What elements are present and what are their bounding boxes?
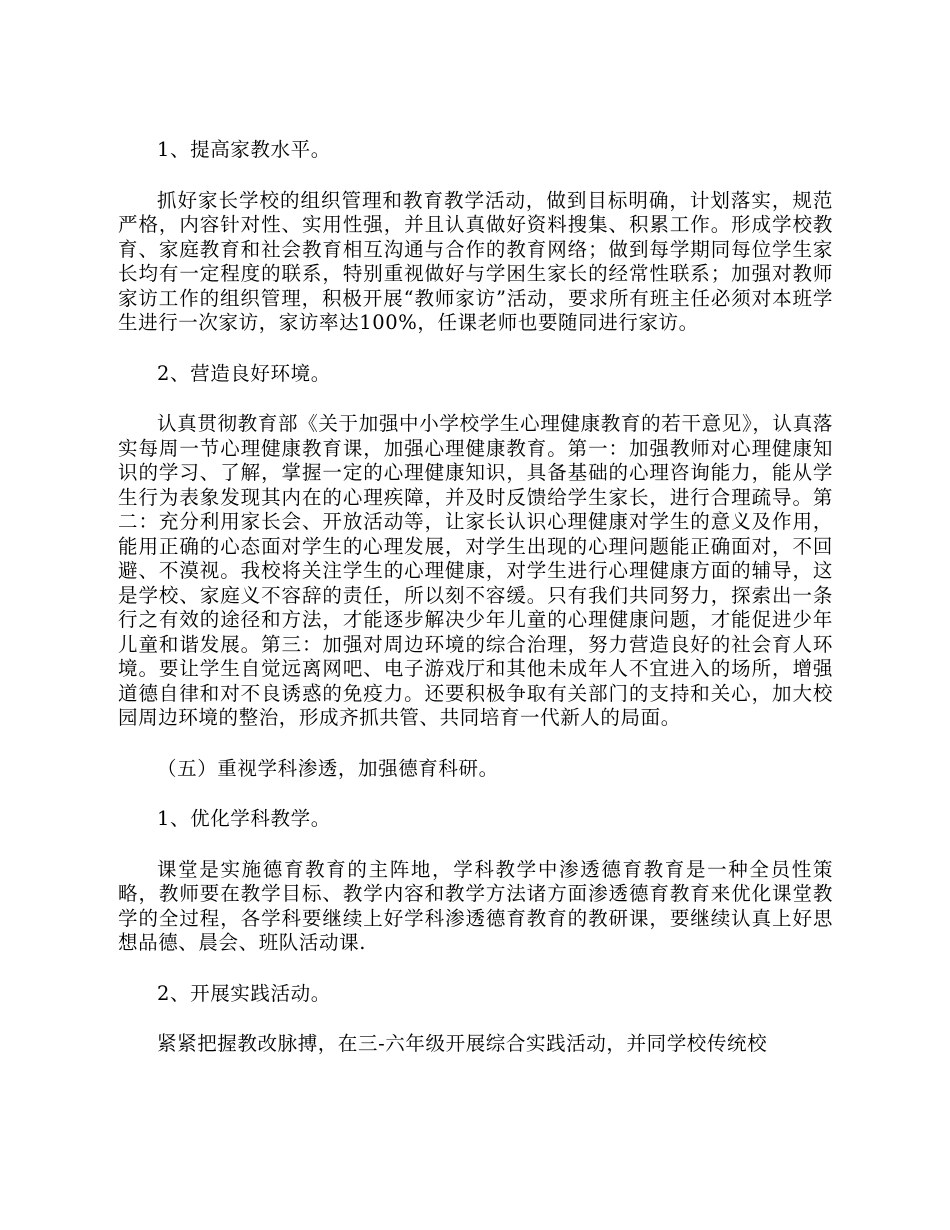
section-heading-practice-activities: 2、开展实践活动。 bbox=[157, 981, 331, 1005]
section-heading-optimize-teaching: 1、优化学科教学。 bbox=[157, 807, 331, 830]
paragraph-parent-school: 抓好家长学校的组织管理和教育教学活动，做到目标明确，计划落实，规范严格，内容针对性、实用性强，并且认真做好资料搜集、积累工作。形成学校教育、家庭教育和社会教育相互沟通与合作的教育网络；做到每学期同每位学生家长均有一定程度的联系，特别重视做好与学困生家长的经常性联系；加强对教师家访工作的组织管理，积极开展“教师家访”活动，要求所有班主任必须对本班学生进行一次家访，家访率达100%，任课老师也要随同进行家访。 bbox=[118, 188, 833, 334]
section-heading-improve-family-education: 1、提高家教水平。 bbox=[157, 138, 331, 161]
paragraph-practice: 紧紧把握教改脉搏，在三-六年级开展综合实践活动，并同学校传统校 bbox=[157, 1032, 768, 1055]
section-heading-good-environment: 2、营造良好环境。 bbox=[157, 361, 331, 385]
section-heading-subject-penetration: （五）重视学科渗透，加强德育科研。 bbox=[157, 756, 499, 780]
document-page bbox=[118, 138, 833, 1083]
paragraph-mental-health: 认真贯彻教育部《关于加强中小学校学生心理健康教育的若干意见》，认真落实每周一节心理健康教育课，加强心理健康教育。第一：加强教师对心理健康知识的学习、了解，掌握一定的心理健康知识，具备基础的心理咨询能力，能从学生行为表象发现其内在的心理疾障，并及时反馈给学生家长，进行合理疏导。第二：充分利用家长会、开放活动等，让家长认识心理健康对学生的意义及作用，能用正确的心态面对学生的心理发展，对学生出现的心理问题能正确面对，不回避、不漠视。我校将关注学生的心理健康，对学生进行心理健康方面的辅导，这是学校、家庭义不容辞的责任，所以刻不容缓。只有我们共同努力，探索出一条行之有效的途径和方法，才能逐步解决少年儿童的心理健康问题，才能促进少年儿童和谐发展。第三：加强对周边环境的综合治理，努力营造良好的社会育人环境。要让学生自觉远离网吧、电子游戏厅和其他未成年人不宜进入的场所，增强道德自律和对不良诱惑的免疫力。还要积极争取有关部门的支持和关心，加大校园周边环境的整治，形成齐抓共管、共同培育一代新人的局面。 bbox=[118, 412, 833, 729]
paragraph-classroom: 课堂是实施德育教育的主阵地，学科教学中渗透德育教育是一种全员性策略，教师要在教学目标、教学内容和教学方法诸方面渗透德育教育来优化课堂教学的全过程，各学科要继续上好学科渗透德育教育的教研课，要继续认真上好思想品德、晨会、班队活动课. bbox=[118, 857, 833, 954]
